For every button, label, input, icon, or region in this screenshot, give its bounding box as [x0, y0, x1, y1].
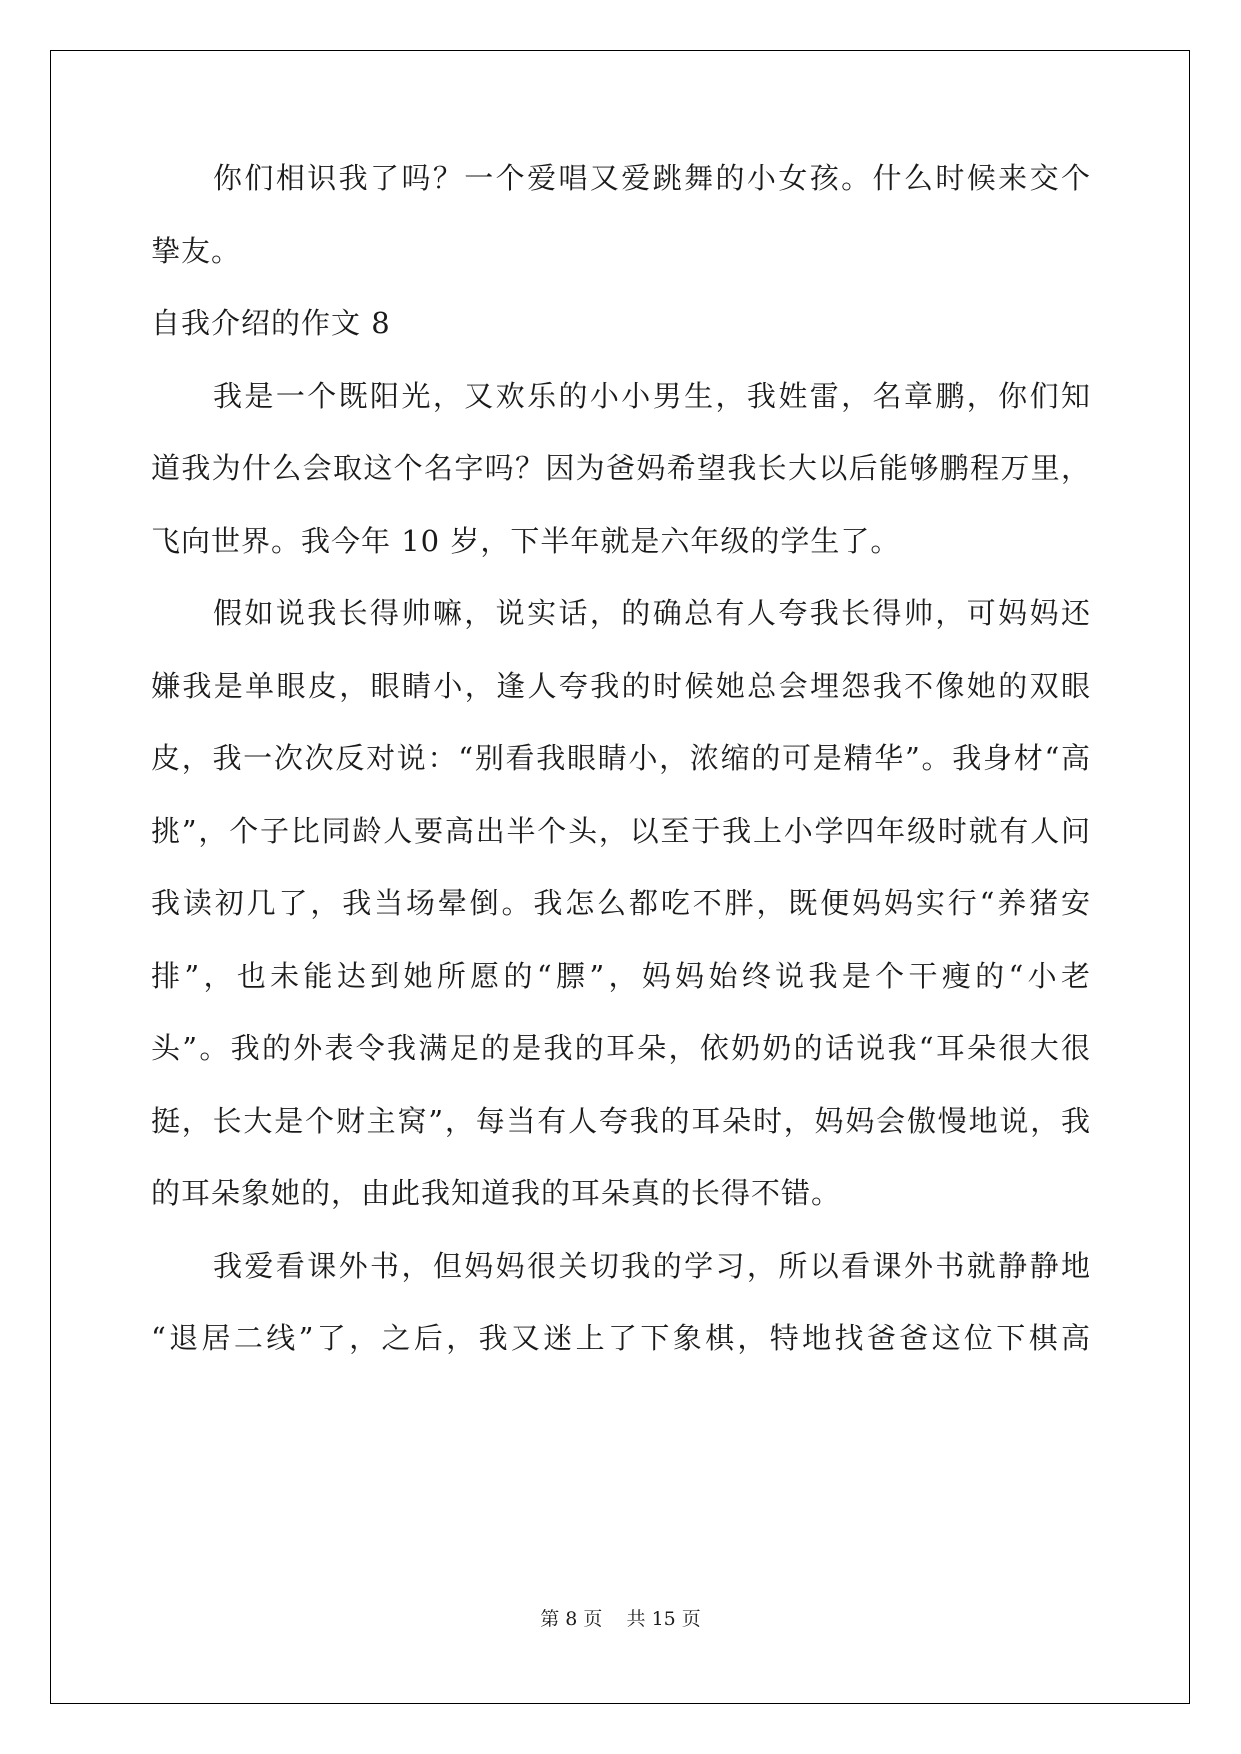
paragraph-line: “退居二线”了，之后，我又迷上了下象棋，特地找爸爸这位下棋高 — [151, 1321, 1091, 1355]
page-number: 第 8 页 — [540, 1608, 603, 1630]
paragraph-line: 我是一个既阳光，又欢乐的小小男生，我姓雷，名章鹏，你们知 — [213, 379, 1091, 413]
paragraph-line: 头”。我的外表令我满足的是我的耳朵，依奶奶的话说我“耳朵很大很 — [151, 1031, 1091, 1065]
paragraph-line: 我读初几了，我当场晕倒。我怎么都吃不胖，既便妈妈实行“养猪安 — [151, 886, 1091, 920]
paragraph-line: 飞向世界。我今年 10 岁，下半年就是六年级的学生了。 — [151, 524, 901, 558]
page-total: 共 15 页 — [626, 1608, 701, 1630]
paragraph-line: 的耳朵象她的，由此我知道我的耳朵真的长得不错。 — [151, 1176, 842, 1210]
paragraph-line: 嫌我是单眼皮，眼睛小，逢人夸我的时候她总会埋怨我不像她的双眼 — [151, 669, 1091, 703]
paragraph-line: 我爱看课外书，但妈妈很关切我的学习，所以看课外书就静静地 — [213, 1249, 1091, 1283]
paragraph-line: 挺，长大是个财主窝”，每当有人夸我的耳朵时，妈妈会傲慢地说，我 — [151, 1104, 1091, 1138]
paragraph-line: 你们相识我了吗？一个爱唱又爱跳舞的小女孩。什么时候来交个 — [213, 161, 1091, 195]
paragraph-line: 道我为什么会取这个名字吗？因为爸妈希望我长大以后能够鹏程万里， — [151, 451, 1091, 485]
paragraph-line: 排”，也未能达到她所愿的“膘”，妈妈始终说我是个干瘦的“小老 — [151, 959, 1091, 993]
page-footer — [0, 1606, 1241, 1632]
paragraph-line: 挑”，个子比同龄人要高出半个头，以至于我上小学四年级时就有人问 — [151, 814, 1091, 848]
section-heading: 自我介绍的作文 8 — [151, 306, 391, 340]
paragraph-line: 假如说我长得帅嘛，说实话，的确总有人夸我长得帅，可妈妈还 — [213, 596, 1091, 630]
page-border — [50, 50, 1190, 1704]
paragraph-line: 皮，我一次次反对说：“别看我眼睛小，浓缩的可是精华”。我身材“高 — [151, 741, 1091, 775]
paragraph-line: 挚友。 — [151, 234, 242, 268]
